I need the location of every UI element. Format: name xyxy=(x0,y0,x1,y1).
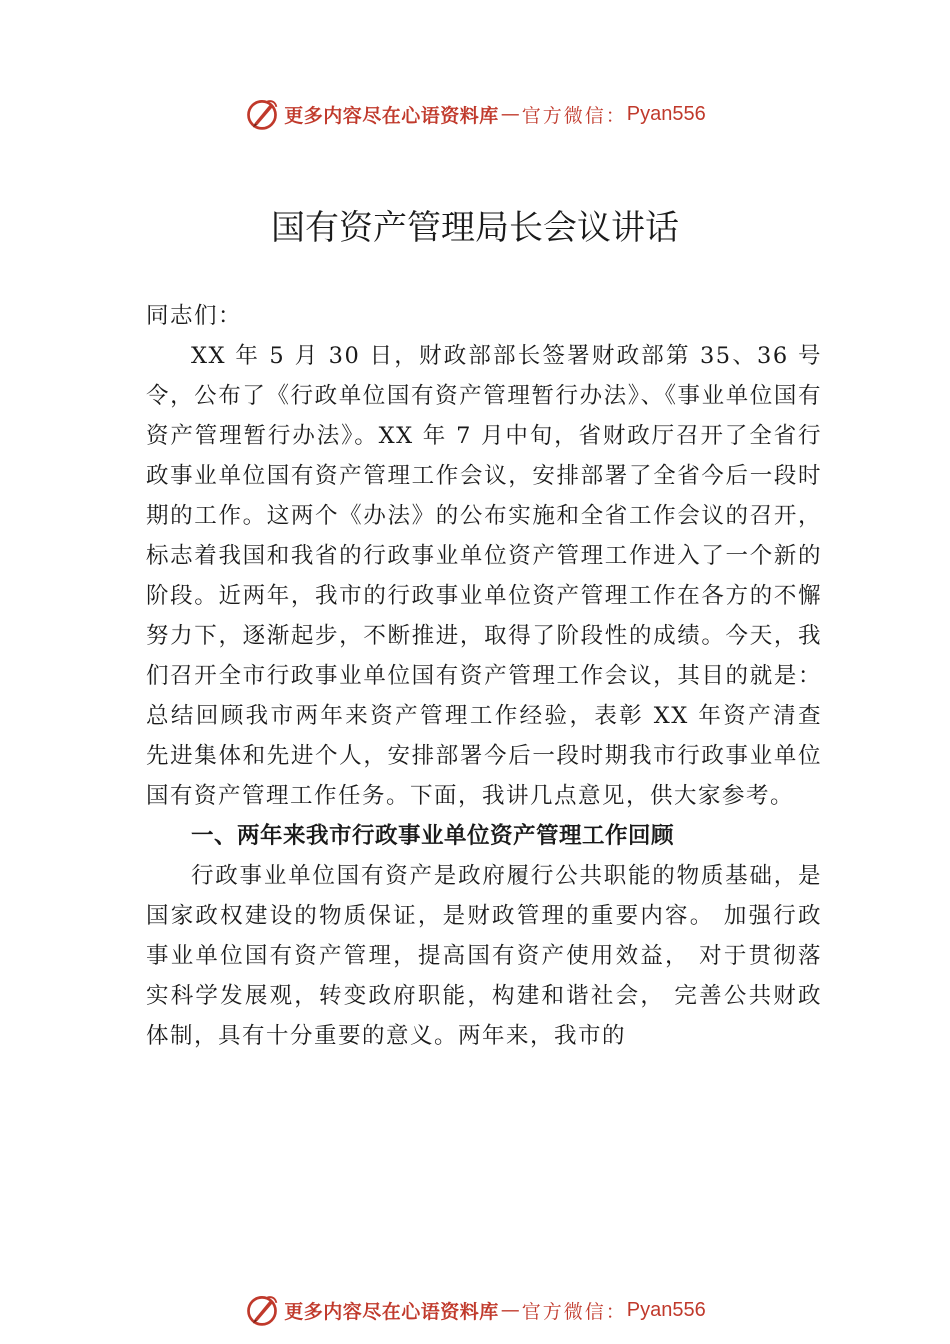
salutation: 同志们： xyxy=(146,303,243,329)
footer-banner xyxy=(0,1290,950,1330)
document-body xyxy=(146,296,822,1056)
header-banner xyxy=(0,94,950,134)
banner-wechat-id: Pyan556 xyxy=(626,102,706,125)
banner-wechat-label: 官方微信： xyxy=(521,104,627,127)
banner-separator: — xyxy=(500,103,520,125)
section-heading: 一、两年来我市行政事业单位资产管理工作回顾 xyxy=(191,823,675,849)
pen-logo-icon xyxy=(244,1292,280,1328)
banner-main-text: 更多内容尽在心语资料库 xyxy=(284,104,499,127)
pen-logo-icon xyxy=(244,96,280,132)
paragraph-intro: XX 年 5 月 30 日，财政部部长签署财政部第 35、36 号令，公布了《行政单位国有资产管理暂行办法》、《事业单位国有资产管理暂行办法》。XX 年 7 月中旬，省财政厅召开了全省行政事业单位国有资产管理工作会议，安排部署了全省今后一段时期的工作。这两个《办法》的公布实施和全省工作会议的召开，标志着我国和我省的行政事业单位资产管理工作进入了一个新的阶段。近两年，我市的行政事业单位资产管理工作在各方的不懈努力下，逐渐起步，不断推进，取得了阶段性的成绩。今天，我们召开全市行政事业单位国有资产管理工作会议，其目的就是：总结回顾我市两年来资产管理工作经验，表彰 XX 年资产清查先进集体和先进个人，安排部署今后一段时期我市行政事业单位国有资产管理工作任务。下面，我讲几点意见，供大家参考。 xyxy=(146,343,822,809)
banner-separator: — xyxy=(500,1299,520,1321)
banner-wechat-id: Pyan556 xyxy=(626,1298,706,1321)
paragraph-review: 行政事业单位国有资产是政府履行公共职能的物质基础，是国家政权建设的物质保证，是财政管理的重要内容。 加强行政事业单位国有资产管理，提高国有资产使用效益， 对于贯彻落实科学发展观，转变政府职能，构建和谐社会， 完善公共财政体制，具有十分重要的意义。两年来，我市的 xyxy=(146,863,822,1049)
banner-wechat-label: 官方微信： xyxy=(521,1300,627,1323)
banner-main-text: 更多内容尽在心语资料库 xyxy=(284,1300,499,1323)
document-title: 国有资产管理局长会议讲话 xyxy=(271,208,679,248)
